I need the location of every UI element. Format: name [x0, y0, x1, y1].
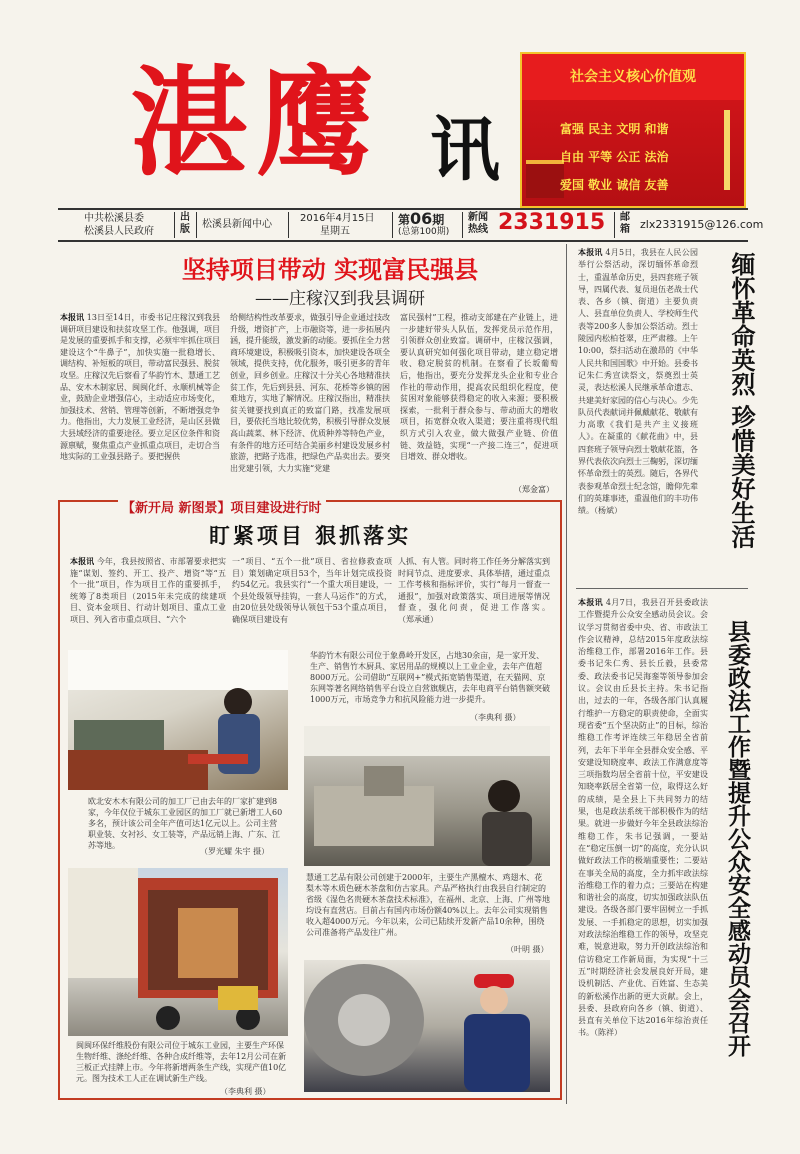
publisher: 松溪县新闻中心	[202, 219, 272, 230]
feature-title: 盯紧项目 狠抓落实	[208, 524, 412, 548]
banner-row: 爱国 敬业 诚信 友善	[560, 178, 669, 192]
feature-col-3-text: 人抓、有人管。同时将工作任务分解落实到时间节点、进度要求、具体举措，通过重点工作考核和指标评价，实行“每月一督查一通报”，加强对政策落实、项目进展等情况督查，强化问责，促进工作落实。	[398, 557, 550, 613]
photo-fiber-worker	[304, 960, 550, 1092]
lead-credit: （郑金富）	[514, 485, 554, 494]
lead-headline: 坚持项目带动 实现富民强县	[181, 256, 479, 284]
feature-col-1	[70, 556, 226, 642]
side-article-1-credit: （杨斌）	[594, 506, 622, 516]
lead-col-2: 给侧结构性改革要求，做强引导企业通过技改升级，增资扩产，上市融资等，进一步拓展内涵，提升能级，激发新的动能。要抓住全力营商环境建设，积极吸引资本，加快建设各项全领域，提供支持，优化服务，吸引更多的青年创业，回乡创业。庄稼汉十分关心各地精准扶贫工作，先后到县县、河东、花桥等乡镇的困难地方，实地了解情况。庄稼汉指出，精准扶贫关键要找到真正的致富门路，找准发展项目，要依托当地比较优势，积极引导群众发展高山蔬菜、林下经济、优质种养等特色产业，有条件的地方还可结合美丽乡村建设发展乡村旅游，把路子选准，把绿色产品卖出去。要突出党建引领，大力实施“党建	[230, 313, 390, 473]
banner-row: 富强 民主 文明 和谐	[560, 122, 669, 136]
truck-loading-illustration	[68, 868, 288, 1036]
side-article-1-text: 4月5日，我县在人民公园举行公祭活动，深切缅怀革命烈士，重温革命历史，县四套班子领导，四属代表、复员退伍老战士代表、各乡（镇、街道）主要负责人、县直单位负责人、学校师生代表等200多人参加公祭活动。烈士陵园内松柏苍翠，庄严肃穆。上午10:00，祭扫活动在激昂的《中华人民共和国国歌》中开始。县委书记朱仁秀宣读祭文，祭奠烈士英灵，表达松溪人民继承革命遗志、共建美好家园的信心与决心。少先队员代表献词并佩戴献花、敬献有力高歌《我们是共产主义接班人》。在凝重的《献花曲》中，县四套班子领导向烈士敬献花篮，各界代表依次向烈士三鞠躬，深切缅怀革命烈士的英烈。随后，各界代表参观革命烈士纪念馆，瞻仰先辈们的英雄事迹，重温他们的丰功伟绩。	[578, 248, 698, 516]
side-article-2-credit: （陈祥）	[594, 1028, 622, 1038]
feature-col-3-credit: （郑承通）	[398, 614, 438, 624]
weekday: 星期五	[320, 226, 350, 237]
issue-total: (总第100期)	[398, 227, 450, 237]
lead-col-3: 富民强村”工程，推动支部建在产业链上，进一步建好带头人队伍，发挥党员示范作用，引领群众创业致富。调研中，庄稼汉强调，要认真研究如何强化项目带动，建立稳定增收、稳定脱贫的机制。在察看了长坂葡萄后，他指出，要充分发挥龙头企业和专业合作社的带动作用，提高农民组织化程度，使贫困对象能够获得稳定的收入来源；要积极探索，一批利于群众参与、带动面大的增收项目，拓宽群众收入渠道；要注重将现代组织方式引入农业，做大做强产业链、价值链、效益链，实现“一产接二连三”，促进项目增效、群众增收。	[400, 313, 558, 462]
feature-col-1-text: 今年，我县按照省、市部署要求把实施“谋划、签约、开工、投产、增资”等“五个一批”项目，作为项目工作的重要抓手，统筹了8类项目（2015年未完成的续建项目、资本金项目、行动计划项目、重点工业项目、列入省市重点项目、“六个	[70, 557, 227, 624]
lead-col-1-text: 13日至14日，市委书记庄稼汉到我县调研项目建设和扶贫攻坚工作。他强调，项目是发展的重要抓手和支撑，必须牢牢抓住项目建设这个“牛鼻子”，加快实施一批稳增长、调结构、补短板的项目，带动富民强县、脱贫攻坚。庄稼汉先后察看了华韵竹木、慧通工艺品、安木木制家居、闽闽化纤、永顺机械等企业，鼓励企业增强信心，主动适应市场变化，加强技术、营销、管理等创新，不断增强竞争力。他指出，大力发展工业经济，是山区县做大县域经济的重要途径。要立足区位条件和资源禀赋，聚焦重点产业抓重点项目，走切合当地实际的工业强县路子。要把握供	[60, 313, 221, 462]
caption-1-credit: （罗光耀 朱宇 摄）	[200, 847, 270, 856]
side-divider	[576, 588, 748, 589]
email-label: 邮箱	[620, 212, 630, 235]
issue-date: 2016年4月15日	[300, 213, 375, 224]
photo-garment-workshop	[68, 650, 288, 790]
caption-3-credit: （叶明 摄）	[506, 945, 549, 954]
byline: 本报讯	[578, 247, 603, 257]
caption-4: 闽闽环保纤维股份有限公司位于城东工业园，主要生产环保生物纤维、涤纶纤维、各种合成纤维等，去年12月公司在新三板正式挂牌上市。今年将新增两条生产线，实现产值10亿元。图为技术工人正在调试新生产线。	[76, 1041, 287, 1083]
masthead-title-suffix: 讯	[430, 108, 500, 191]
side-article-1-body	[578, 246, 698, 582]
sponsor-line-2: 松溪县人民政府	[84, 226, 154, 237]
side-article-2-text: 4月7日，我县召开县委政法工作暨提升公众安全感动员会议。会议学习贯彻省委中央、省、市政法工作会议精神，总结2015年度政法综治维稳工作，部署2016年工作。县委书记朱仁秀、县长丘毅，县委常委、政法委书记吴海銮等领导参加会议。会议由丘县长主持。朱书记指出，过去的一年，各级各部门认真履行维护一方稳定的职责使命，全面实现省委“五个坚决防止”的目标，综治维稳工作考评连续三年稳居全省前列，去年下半年全县群众安全感、平安建设知晓度率、政法工作满意度等三项指数均居全省前十位，平安建设知晓率跃居全省第一位，取得这么好的成绩，是全县上下共同努力的结果，也是政法系统干部积极作为的结果。就进一步做好今年全县政法综治维稳工作，朱书记强调，一要站在“稳定压倒一切”的高度，充分认识做好政法工作的极端重要性；二要站在事关全局的高度，全力抓牢政法综治维稳工作的着力点；三要站在构建和谐社会的高度，切实加强政法队伍建设。各级各部门要牢固树立一手抓发展、一手抓稳定的思想，切实加强对政法综治维稳工作的领导，攻坚克难，锐意进取，努力开创政法综治和信访稳定工作新局面，为实现“十三五”时期经济社会发展良好开局，建设机制活、产业优、百姓富、生态美的新松溪作出新的更大贡献。会上，县委、县政府向各乡（镇、街道）、县直有关单位下达2016年综治责任书。	[578, 598, 709, 1038]
caption-4-credit: （李典利 摄）	[220, 1087, 271, 1096]
lead-subheadline: ——庄稼汉到我县调研	[255, 289, 425, 309]
byline: 本报讯	[60, 312, 85, 322]
lead-col-1	[60, 312, 220, 487]
feature-col-3	[398, 556, 550, 642]
masthead-title: 湛鹰	[130, 53, 383, 192]
publisher-label: 出版	[180, 212, 190, 235]
caption-2-credit: （李典利 摄）	[470, 713, 521, 722]
side-article-1-title: 缅怀革命英烈 珍惜美好生活	[727, 252, 755, 549]
feature-col-2: 一”项目、“五个一批”项目、省拉修救查项目）策划确定项目53个，当年计划完成投资约54亿元。我县实行“一个重大项目建设，一个县处级领导挂钩，一套人马运作”的方式，由20位县处级领导认领包干53个重点项目，确保项目建设有	[232, 557, 392, 624]
column-divider	[566, 244, 567, 1104]
hotline-number: 2331915	[498, 210, 606, 235]
email: zlx2331915@126.com	[640, 218, 764, 231]
bamboo-workshop-illustration	[304, 726, 550, 866]
feature-tag: 【新开局 新图景】项目建设进行时	[118, 497, 326, 516]
masthead-info-bar	[58, 208, 764, 242]
photo-truck-loading	[68, 868, 288, 1036]
gate-decoration	[526, 160, 564, 198]
caption-1: 欧北安木木有限公司的加工厂已由去年的厂家扩建到8家，今年仅位于城东工业园区的加工厂就已新增工人60多名，预计该公司全年产值可达1亿元以上。公司主营职业装、女衬衫、女工装等，产品远销上海、广东、江苏等地。	[88, 797, 283, 850]
side-article-2-title: 县委政法工作暨提升公众安全感动员会召开	[724, 620, 750, 1057]
side-article-2-body	[578, 596, 708, 1100]
core-values-banner	[520, 52, 746, 208]
issue-number: 第06期	[398, 209, 445, 228]
hotline-label: 新闻热线	[468, 212, 488, 235]
caption-3: 慧通工艺品有限公司创建于2000年，主要生产黑檀木、鸡翅木、花梨木等木质色硬木茶盘和仿古家具。产品严格执行由我县自行制定的省级《湿色名贵硬木茶盘技术标准》，在福州、北京、上海、广州等地均设有直营店。目前占有国内市场份额40%以上。去年公司实现销售收入超4000万元。今年以来，公司已陆续开发新产品10余种，围绕公司准备将产品发往广州。	[306, 873, 550, 937]
banner-title: 社会主义核心价值观	[522, 54, 744, 100]
caption-2: 华韵竹木有限公司位于象鼻岭开发区，占地30余亩，是一家开发、生产、销售竹木厨具、家居用品的规模以上工业企业，去年产值超8000万元。公司借助“互联网+”模式拓宽销售渠道，在天猫网、京东网等著名网络销售平台设立自营旗舰店，去年电商平台销售额突破1000万元，市场竞争力和抗风险能力进一步提升。	[310, 651, 550, 704]
sponsor-line-1: 中共松溪县委	[84, 213, 144, 224]
photo-bamboo-workshop	[304, 726, 550, 866]
fiber-worker-illustration	[304, 960, 550, 1092]
banner-row: 自由 平等 公正 法治	[560, 150, 669, 164]
byline: 本报讯	[70, 556, 95, 566]
byline: 本报讯	[578, 597, 603, 607]
garment-workshop-illustration	[68, 650, 288, 790]
